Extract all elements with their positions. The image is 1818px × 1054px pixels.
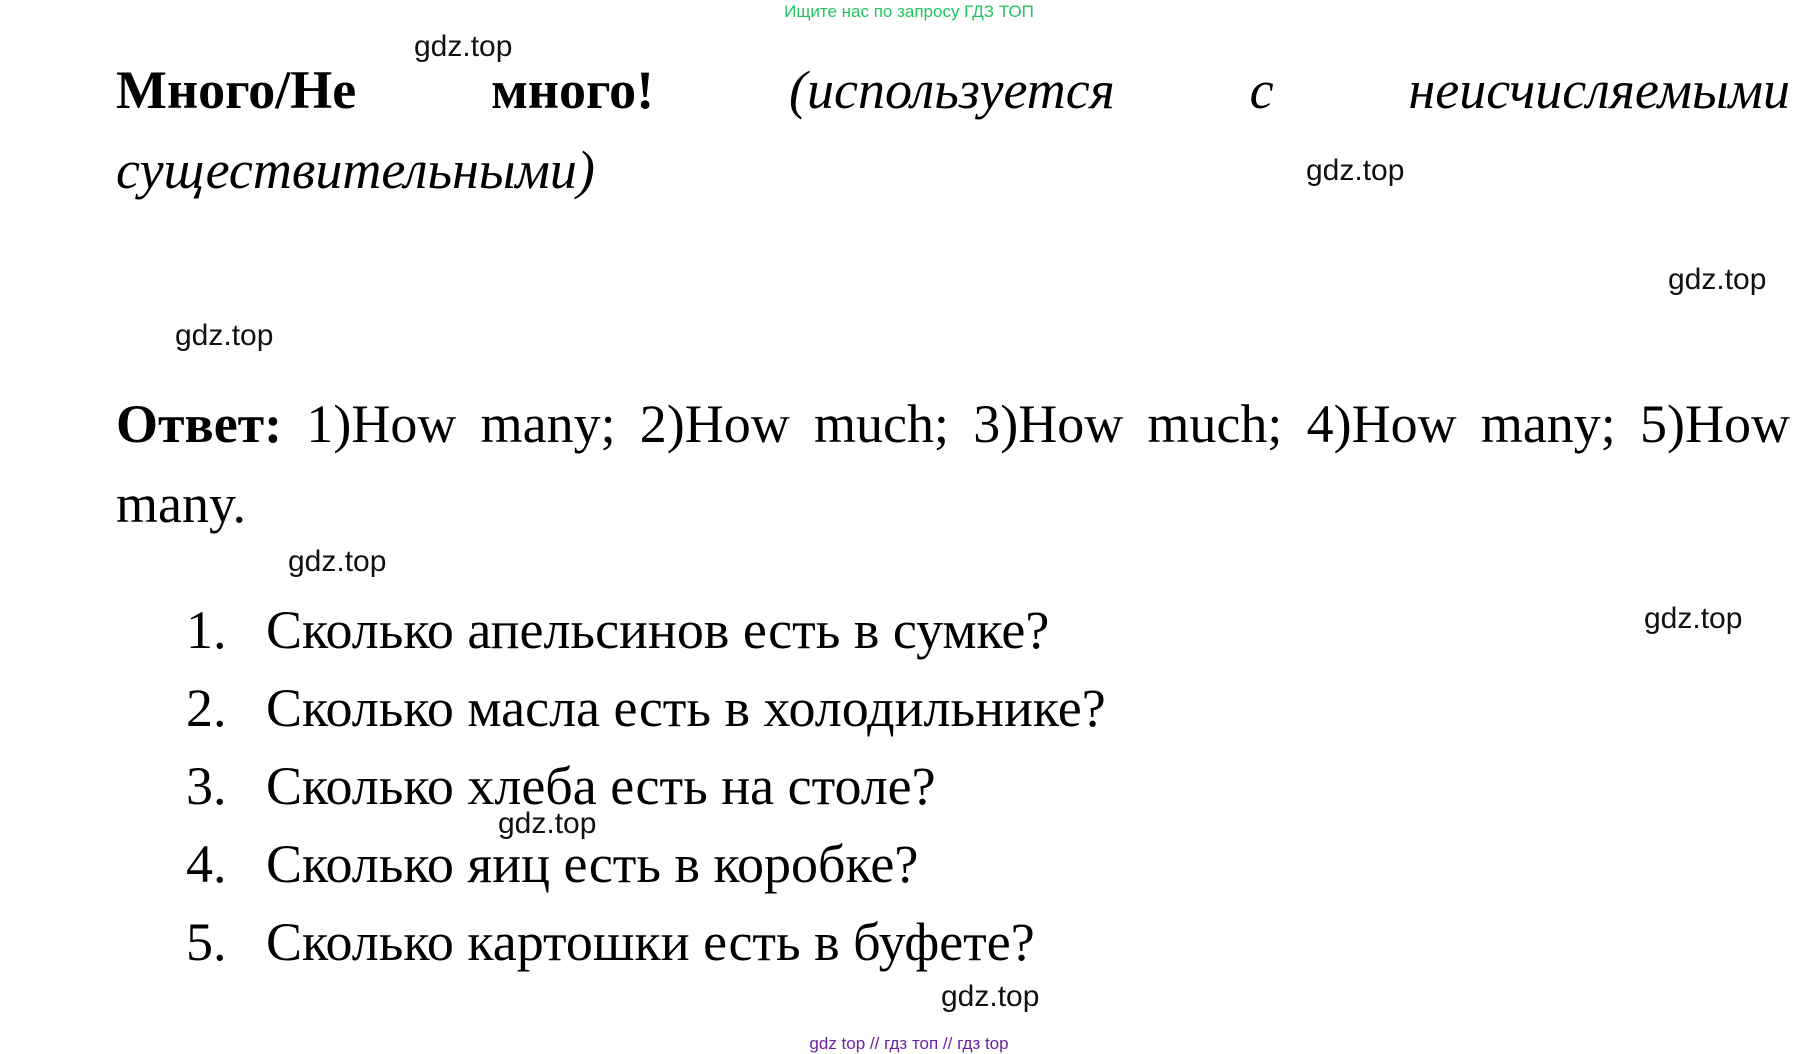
footer-links: gdz top // гдз топ // гдз top — [809, 1034, 1009, 1053]
watermark: gdz.top — [288, 545, 387, 578]
list-item — [186, 825, 1106, 903]
section-heading — [116, 50, 1790, 210]
list-item-number: 2. — [186, 678, 227, 738]
list-item-number: 1. — [186, 600, 227, 660]
answer-label: Ответ: — [116, 394, 283, 454]
list-item-number: 5. — [186, 912, 227, 972]
answer-paragraph — [116, 384, 1790, 544]
list-item-number: 4. — [186, 834, 227, 894]
list-item-text: Сколько картошки есть в буфете? — [266, 912, 1035, 972]
heading-italic: (используется с неисчисляемыми существительными) — [116, 60, 1790, 200]
list-item-text: Сколько хлеба есть на столе? — [266, 756, 936, 816]
watermark: gdz.top — [175, 319, 274, 352]
watermark: gdz.top — [414, 30, 513, 63]
heading-bold: Много/Не много! — [116, 60, 655, 120]
watermark: gdz.top — [1306, 154, 1405, 187]
watermark: gdz.top — [498, 807, 597, 840]
list-item-number: 3. — [186, 756, 227, 816]
list-item-text: Сколько апельсинов есть в сумке? — [266, 600, 1050, 660]
list-item-text: Сколько яиц есть в коробке? — [266, 834, 919, 894]
list-item — [186, 903, 1106, 981]
watermark: gdz.top — [1668, 263, 1767, 296]
list-item — [186, 591, 1106, 669]
watermark: gdz.top — [1644, 602, 1743, 635]
top-banner: Ищите нас по запросу ГДЗ ТОП — [784, 2, 1034, 21]
question-list — [186, 591, 1106, 981]
answer-text: 1)How many; 2)How much; 3)How much; 4)How many; 5)How many. — [116, 394, 1791, 534]
watermark: gdz.top — [941, 980, 1040, 1013]
list-item — [186, 669, 1106, 747]
list-item — [186, 747, 1106, 825]
list-item-text: Сколько масла есть в холодильнике? — [266, 678, 1106, 738]
